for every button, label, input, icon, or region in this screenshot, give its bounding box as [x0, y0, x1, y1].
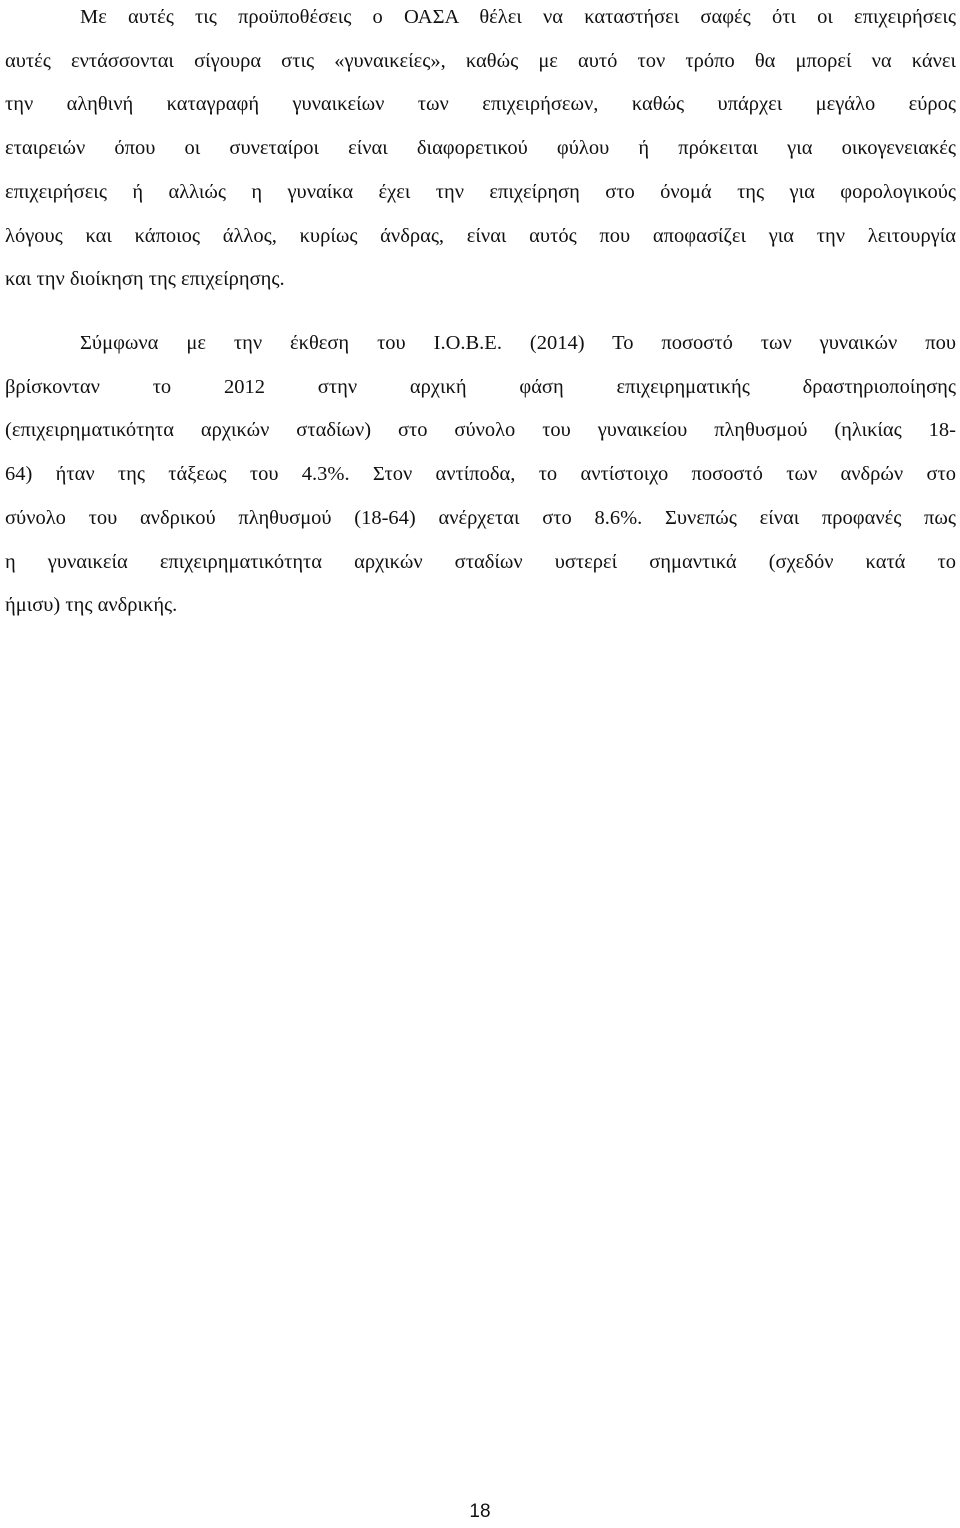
paragraph-1-line-2: αυτές εντάσσονται σίγουρα στις «γυναικείες», καθώς με αυτό τον τρόπο θα μπορεί να κάνει	[5, 49, 956, 72]
paragraph-2-line-4: 64) ήταν της τάξεως του 4.3%. Στον αντίποδα, το αντίστοιχο ποσοστό των ανδρών στο	[5, 463, 956, 486]
paragraph-1-line-6: λόγους και κάποιος άλλος, κυρίως άνδρας, είναι αυτός που αποφασίζει για την λειτουργία	[5, 224, 956, 247]
paragraph-2-line-7: ήμισυ) της ανδρικής.	[5, 594, 178, 617]
paragraph-1-line-4: εταιρειών όπου οι συνεταίροι είναι διαφορετικού φύλου ή πρόκειται για οικογενειακές	[5, 137, 956, 160]
paragraph-1-line-5: επιχειρήσεις ή αλλιώς η γυναίκα έχει την επιχείρηση στο όνομά της για φορολογικούς	[5, 180, 956, 203]
paragraph-1	[5, 0, 956, 302]
paragraph-1-line-1: Με αυτές τις προϋποθέσεις ο ΟΑΣΑ θέλει να καταστήσει σαφές ότι οι επιχειρήσεις	[80, 6, 956, 28]
paragraph-2-line-3: (επιχειρηματικότητα αρχικών σταδίων) στο σύνολο του γυναικείου πληθυσμού (ηλικίας 18-	[5, 419, 956, 442]
paragraph-2-line-1: Σύμφωνα με την έκθεση του Ι.Ο.Β.Ε. (2014) Το ποσοστό των γυναικών που	[80, 332, 956, 354]
page-number: 18	[469, 1501, 491, 1522]
paragraph-2-line-2: βρίσκονταν το 2012 στην αρχική φάση επιχειρηματικής δραστηριοποίησης	[5, 375, 956, 398]
paragraph-2	[5, 322, 956, 628]
paragraph-1-line-7: και την διοίκηση της επιχείρησης.	[5, 268, 285, 291]
paragraph-1-line-3: την αληθινή καταγραφή γυναικείων των επιχειρήσεων, καθώς υπάρχει μεγάλο εύρος	[5, 93, 956, 116]
paragraph-2-line-5: σύνολο του ανδρικού πληθυσμού (18-64) ανέρχεται στο 8.6%. Συνεπώς είναι προφανές πως	[5, 506, 956, 529]
paragraph-2-line-6: η γυναικεία επιχειρηματικότητα αρχικών σταδίων υστερεί σημαντικά (σχεδόν κατά το	[5, 550, 956, 573]
